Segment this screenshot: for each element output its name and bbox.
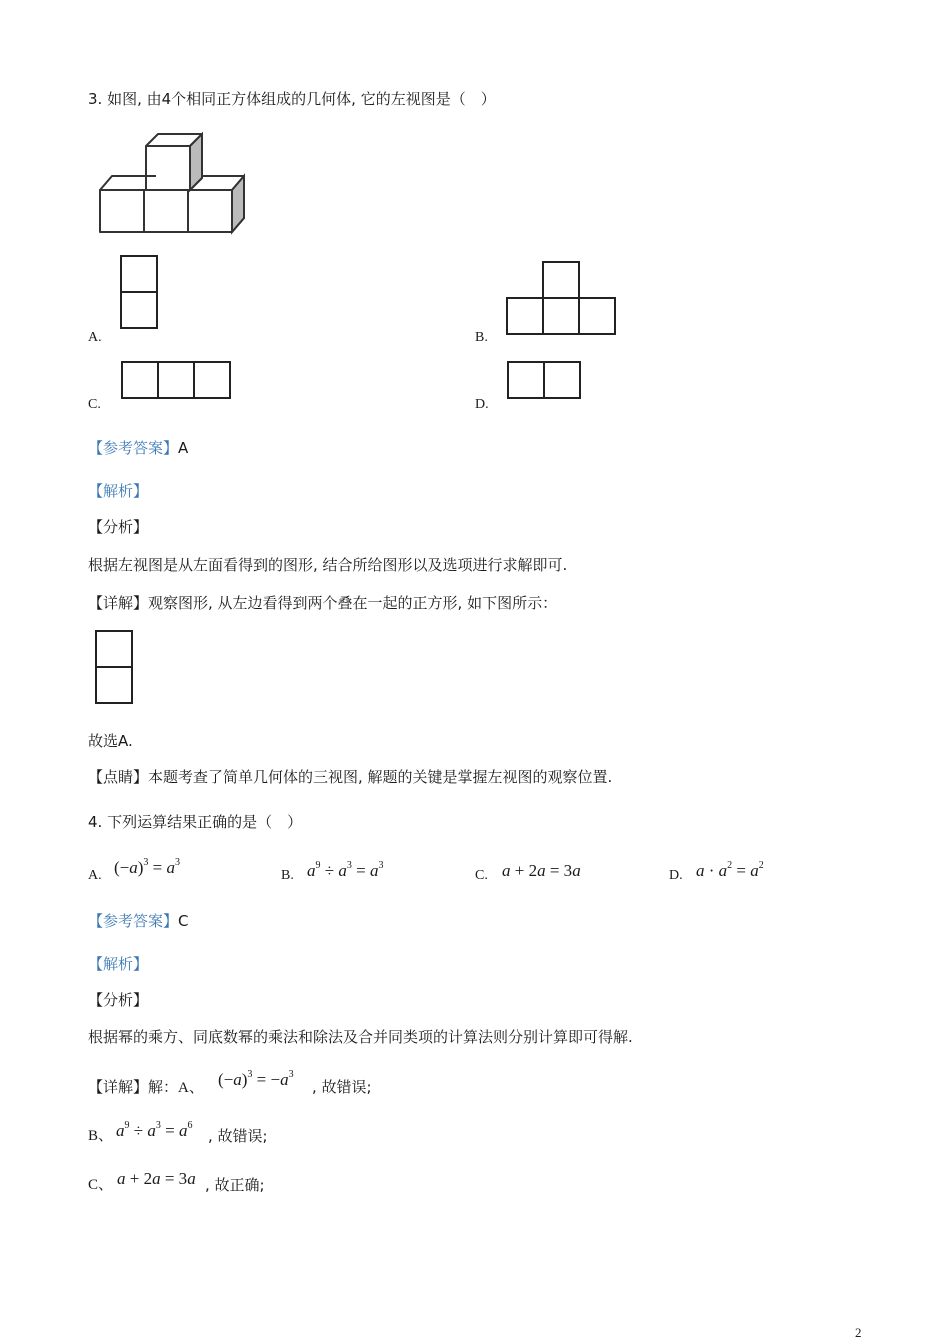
q3-option-a-label: A.	[88, 330, 102, 345]
q4-answer-value: C	[178, 912, 189, 930]
q4-analysis-label: 【解析】	[88, 955, 149, 973]
q4-detail-b-formula: $a^9 \div a^3 = a^6$	[116, 1120, 193, 1140]
q3-answer-value: A	[178, 439, 189, 457]
q3-title: 3. 如图, 由4个相同正方体组成的几何体, 它的左视图是（ ）	[88, 90, 496, 108]
q4-title: 4. 下列运算结果正确的是（ ）	[88, 813, 303, 831]
q4-option-c-label: C.	[475, 868, 488, 883]
q4-fenxi-label: 【分析】	[88, 991, 149, 1009]
q3-detail-label: 【详解】	[88, 594, 149, 612]
q4-option-a-label: A.	[88, 868, 102, 883]
q3-comment-label: 【点睛】	[88, 768, 149, 786]
q4-detail-c-prefix: C、	[88, 1177, 114, 1193]
q3-detail	[88, 594, 557, 612]
q4-option-d-formula: $a \cdot a^2 = a^2$	[696, 860, 764, 880]
q3-analysis-label: 【解析】	[88, 482, 149, 500]
q4-answer	[88, 912, 189, 930]
q4-fenxi-text: 根据幂的乘方、同底数幂的乘法和除法及合并同类项的计算法则分别计算即可得解.	[88, 1028, 633, 1046]
q3-option-d-label: D.	[475, 397, 489, 412]
q3-option-a-figure	[120, 255, 160, 331]
q3-detail-text: 观察图形, 从左边看得到两个叠在一起的正方形, 如下图所示：	[148, 594, 558, 612]
q3-option-c-label: C.	[88, 397, 101, 412]
q4-detail-a-suffix: , 故错误;	[312, 1078, 372, 1096]
q4-detail-b-suffix: , 故错误;	[208, 1127, 268, 1145]
q4-answer-label: 【参考答案】	[88, 912, 179, 930]
q4-option-a-formula: $(-a)^3 = a^3$	[114, 857, 181, 877]
q4-detail-c-suffix: , 故正确;	[205, 1176, 265, 1194]
q4-detail-b-prefix: B、	[88, 1128, 114, 1144]
q3-option-d-figure	[507, 361, 585, 401]
q4-option-b-formula: $a^9 \div a^3 = a^3$	[307, 860, 384, 880]
q4-option-d-label: D.	[669, 868, 683, 883]
q4-option-c-formula: a + 2a = 3a	[502, 861, 581, 880]
q3-fenxi-label: 【分析】	[88, 518, 149, 536]
q4-detail-a-formula: $(-a)^3 = -a^3$	[218, 1069, 294, 1089]
q3-fenxi-text: 根据左视图是从左面看得到的图形, 结合所给图形以及选项进行求解即可.	[88, 556, 568, 574]
q3-option-b-figure	[506, 261, 618, 337]
q3-option-c-figure	[121, 361, 235, 401]
q3-comment-text: 本题考查了简单几何体的三视图, 解题的关键是掌握左视图的观察位置.	[148, 768, 613, 786]
q4-detail-a	[88, 1078, 204, 1097]
q3-choose: 故选A.	[88, 732, 133, 750]
page-number: 2	[855, 1325, 862, 1340]
q4-detail-prefix: 解：A、	[148, 1080, 204, 1096]
q4-detail-label: 【详解】	[88, 1078, 149, 1096]
q3-comment	[88, 768, 612, 786]
q3-cube-figure	[96, 130, 248, 236]
q3-option-b-label: B.	[475, 330, 488, 345]
q3-answer-label: 【参考答案】	[88, 439, 179, 457]
q4-option-b-label: B.	[281, 868, 294, 883]
q3-answer	[88, 439, 188, 457]
q3-detail-figure	[95, 630, 135, 706]
q4-detail-c-formula: a + 2a = 3a	[117, 1169, 196, 1188]
